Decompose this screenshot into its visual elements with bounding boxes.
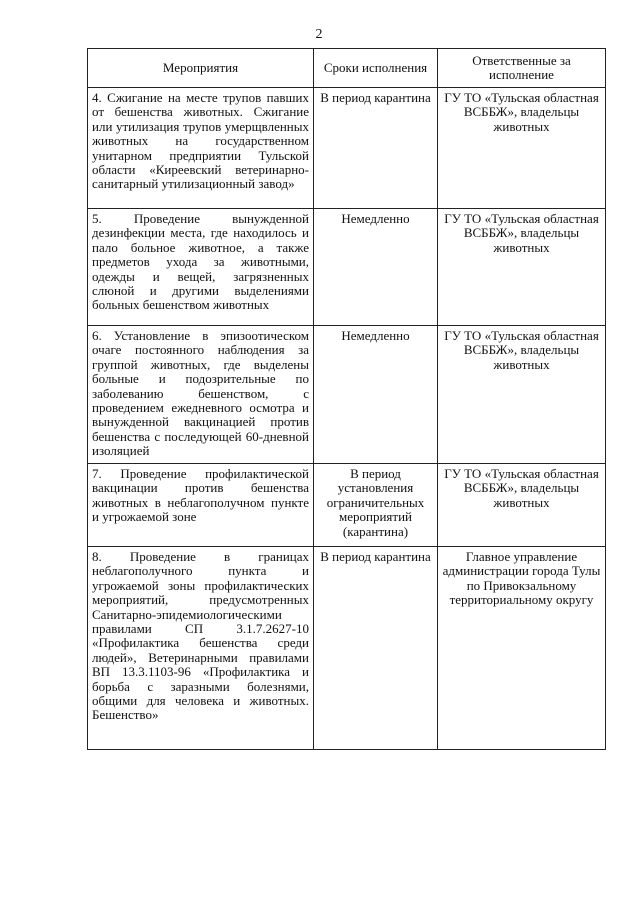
table-row [88,547,606,750]
responsible-cell: ГУ ТО «Тульская областная ВСББЖ», владельцы животных [438,326,606,464]
responsible-cell: ГУ ТО «Тульская областная ВСББЖ», владельцы животных [438,88,606,209]
measures-table [87,48,606,750]
page-number: 2 [315,27,323,42]
measure-cell: 7. Проведение профилактической вакцинации против бешенства животных в неблагополучном пункте и угрожаемой зоне [88,464,314,547]
responsible-cell: ГУ ТО «Тульская областная ВСББЖ», владельцы животных [438,464,606,547]
term-cell: В период карантина [314,547,438,750]
term-cell: В период установления ограничительных мероприятий (карантина) [314,464,438,547]
header-responsible: Ответственные за исполнение [438,49,606,88]
measure-cell: 4. Сжигание на месте трупов павших от бешенства животных. Сжигание или утилизация трупов умерщвленных животных на государственном унитарном предприятии Тульской области «Киреевский ветеринарно-санитарный утилизационный завод» [88,88,314,209]
table-row [88,88,606,209]
term-cell: Немедленно [314,209,438,326]
term-cell: Немедленно [314,326,438,464]
table-row [88,209,606,326]
measure-cell: 8. Проведение в границах неблагополучного пункта и угрожаемой зоны профилактических мероприятий, предусмотренных Санитарно-эпидемиологическими правилами СП 3.1.7.2627-10 «Профилактика бешенства среди людей», Ветеринарными правилами ВП 13.3.1103-96 «Профилактика и борьба с заразными болезнями, общими для человека и животных. Бешенство» [88,547,314,750]
header-terms: Сроки исполнения [314,49,438,88]
responsible-cell: Главное управление администрации города Тулы по Привокзальному территориальному округу [438,547,606,750]
table-header-row [88,49,606,88]
measure-cell: 6. Установление в эпизоотическом очаге постоянного наблюдения за группой животных, где выделены больные и подозрительные по заболеванию бешенством, с проведением ежедневного осмотра и вынужденной вакцинацией против бешенства с последующей 60-дневной изоляцией [88,326,314,464]
table-row [88,326,606,464]
header-measures: Мероприятия [88,49,314,88]
term-cell: В период карантина [314,88,438,209]
table-row [88,464,606,547]
measure-cell: 5. Проведение вынужденной дезинфекции места, где находилось и пало больное животное, а также предметов ухода за животными, одежды и вещей, загрязненных слюной и другими выделениями больных бешенством животных [88,209,314,326]
responsible-cell: ГУ ТО «Тульская областная ВСББЖ», владельцы животных [438,209,606,326]
